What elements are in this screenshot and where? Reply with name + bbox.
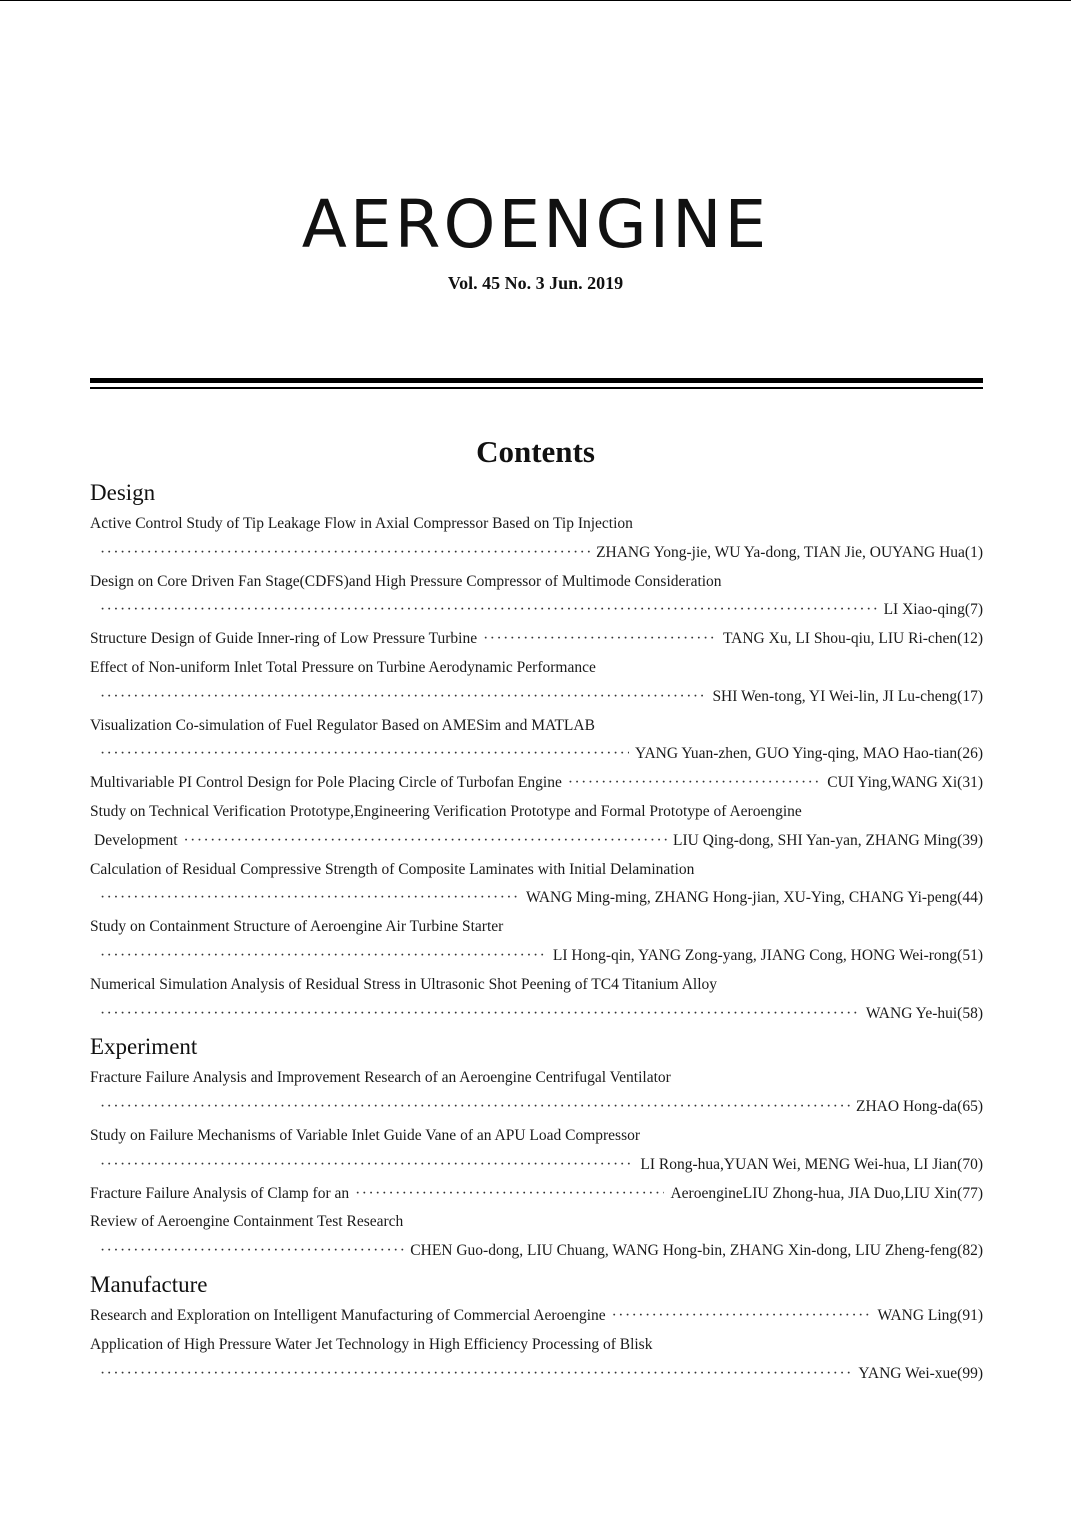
dot-leader (612, 1302, 872, 1331)
dot-leader (100, 539, 590, 568)
entry-authors-page: YANG Wei-xue(99) (858, 1364, 983, 1382)
dot-leader (100, 1360, 852, 1389)
dot-leader (568, 769, 821, 798)
section-heading: Manufacture (90, 1271, 208, 1297)
entry-authors-page: WANG Ye-hui(58) (865, 1004, 983, 1022)
entry-title[interactable]: Multivariable PI Control Design for Pole Placing Circle of Turbofan Engine (90, 774, 562, 792)
entry-title[interactable]: Review of Aeroengine Containment Test Research (90, 1213, 404, 1231)
header-rule-thick (90, 378, 983, 383)
entry-byline (90, 683, 983, 712)
dot-leader (100, 1237, 404, 1266)
entry-title[interactable]: Fracture Failure Analysis and Improvement Research of an Aeroengine Centrifugal Ventilator (90, 1069, 671, 1087)
entry-line (90, 1180, 983, 1209)
toc-entry[interactable] (90, 1122, 983, 1180)
dot-leader (100, 1093, 850, 1122)
entry-authors-page: WANG Ling(91) (877, 1306, 983, 1324)
section-heading: Experiment (90, 1034, 198, 1060)
entry-byline (90, 884, 983, 913)
dot-leader (100, 683, 706, 712)
section-heading: Design (90, 480, 156, 505)
entry-line (90, 1302, 983, 1331)
entry-line (90, 769, 983, 798)
toc-entry[interactable] (90, 1302, 983, 1331)
entry-authors-page: AeroengineLIU Zhong-hua, JIA Duo,LIU Xin(77) (670, 1184, 983, 1202)
toc-entry[interactable] (90, 913, 983, 971)
toc-section (90, 474, 983, 1028)
entry-authors-page: LI Hong-qin, YANG Zong-yang, JIANG Cong, HONG Wei-rong(51) (552, 946, 983, 964)
entry-authors-page: WANG Ming-ming, ZHANG Hong-jian, XU-Ying, CHANG Yi-peng(44) (525, 889, 983, 907)
dot-leader (100, 942, 547, 971)
entry-authors-page: CHEN Guo-dong, LIU Chuang, WANG Hong-bin, ZHANG Xin-dong, LIU Zheng-feng(82) (410, 1242, 983, 1260)
toc-entry[interactable] (90, 1331, 983, 1389)
entry-authors-page: CUI Ying,WANG Xi(31) (827, 774, 983, 792)
entry-byline (90, 1151, 983, 1180)
entry-authors-page: ZHAO Hong-da(65) (856, 1098, 983, 1116)
entry-title[interactable]: Structure Design of Guide Inner-ring of Low Pressure Turbine (90, 630, 478, 648)
entry-title[interactable]: Research and Exploration on Intelligent Manufacturing of Commercial Aeroengine (90, 1306, 606, 1324)
entry-byline (90, 740, 983, 769)
toc-entry[interactable] (90, 856, 983, 914)
toc-entry[interactable] (90, 1180, 983, 1209)
entry-authors-page: LI Xiao-qing(7) (883, 601, 983, 619)
entry-byline (90, 596, 983, 625)
issue-info: Vol. 45 No. 3 Jun. 2019 (447, 273, 624, 293)
entry-byline (90, 1237, 983, 1266)
top-border-line (0, 0, 1071, 1)
dot-leader (100, 1151, 634, 1180)
toc-entry[interactable] (90, 510, 983, 568)
entry-title[interactable]: Study on Failure Mechanisms of Variable Inlet Guide Vane of an APU Load Compressor (90, 1126, 641, 1144)
entry-title[interactable]: Numerical Simulation Analysis of Residual Stress in Ultrasonic Shot Peening of TC4 Titanium Alloy (90, 975, 718, 993)
toc-entry[interactable] (90, 798, 983, 856)
toc-section (90, 1028, 983, 1266)
dot-leader (100, 596, 878, 625)
entry-line (90, 625, 983, 654)
entry-title[interactable]: Design on Core Driven Fan Stage(CDFS)and High Pressure Compressor of Multimode Consideration (90, 572, 722, 590)
dot-leader (483, 625, 717, 654)
entry-authors-page: ZHANG Yong-jie, WU Ya-dong, TIAN Jie, OUYANG Hua(1) (596, 543, 983, 561)
entry-title[interactable]: Visualization Co-simulation of Fuel Regulator Based on AMESim and MATLAB (90, 716, 595, 734)
toc-entry[interactable] (90, 971, 983, 1029)
dot-leader (355, 1180, 664, 1209)
entry-byline (90, 1360, 983, 1389)
entry-title[interactable]: Application of High Pressure Water Jet Technology in High Efficiency Processing of Blisk (90, 1335, 653, 1353)
entry-title[interactable]: Calculation of Residual Compressive Strength of Composite Laminates with Initial Delamination (90, 860, 695, 878)
dot-leader (184, 827, 668, 856)
entry-authors-page: LI Rong-hua,YUAN Wei, MENG Wei-hua, LI Jian(70) (640, 1155, 983, 1173)
entry-byline (90, 1000, 983, 1029)
header-rule-thin (90, 387, 983, 389)
dot-leader (100, 740, 629, 769)
dot-leader (100, 1000, 860, 1029)
toc-entry[interactable] (90, 712, 983, 770)
entry-title[interactable]: Study on Technical Verification Prototype,Engineering Verification Prototype and Formal Prototype of Aeroengine (90, 802, 802, 820)
contents-title: Contents (476, 434, 595, 469)
toc-entry[interactable] (90, 568, 983, 626)
entry-title[interactable]: Effect of Non-uniform Inlet Total Pressure on Turbine Aerodynamic Performance (90, 658, 596, 676)
entry-title[interactable]: Study on Containment Structure of Aeroengine Air Turbine Starter (90, 918, 504, 936)
toc-section (90, 1266, 983, 1388)
toc-entry[interactable] (90, 1208, 983, 1266)
entry-title-continued[interactable]: Development (94, 831, 178, 849)
toc-entry[interactable] (90, 1064, 983, 1122)
table-of-contents (90, 474, 983, 1388)
entry-authors-page: YANG Yuan-zhen, GUO Ying-qing, MAO Hao-tian(26) (635, 745, 983, 763)
toc-entry[interactable] (90, 654, 983, 712)
entry-title[interactable]: Active Control Study of Tip Leakage Flow in Axial Compressor Based on Tip Injection (90, 515, 633, 532)
entry-byline (90, 942, 983, 971)
entry-authors-page: SHI Wen-tong, YI Wei-lin, JI Lu-cheng(17) (712, 687, 983, 705)
entry-authors-page: LIU Qing-dong, SHI Yan-yan, ZHANG Ming(39) (673, 831, 983, 849)
entry-title[interactable]: Fracture Failure Analysis of Clamp for an (90, 1184, 350, 1202)
toc-entry[interactable] (90, 769, 983, 798)
entry-authors-page: TANG Xu, LI Shou-qiu, LIU Ri-chen(12) (722, 630, 983, 648)
entry-byline (90, 827, 983, 856)
dot-leader (100, 884, 520, 913)
entry-byline (90, 539, 983, 568)
toc-entry[interactable] (90, 625, 983, 654)
entry-byline (90, 1093, 983, 1122)
journal-masthead: AEROENGINE (301, 186, 770, 263)
